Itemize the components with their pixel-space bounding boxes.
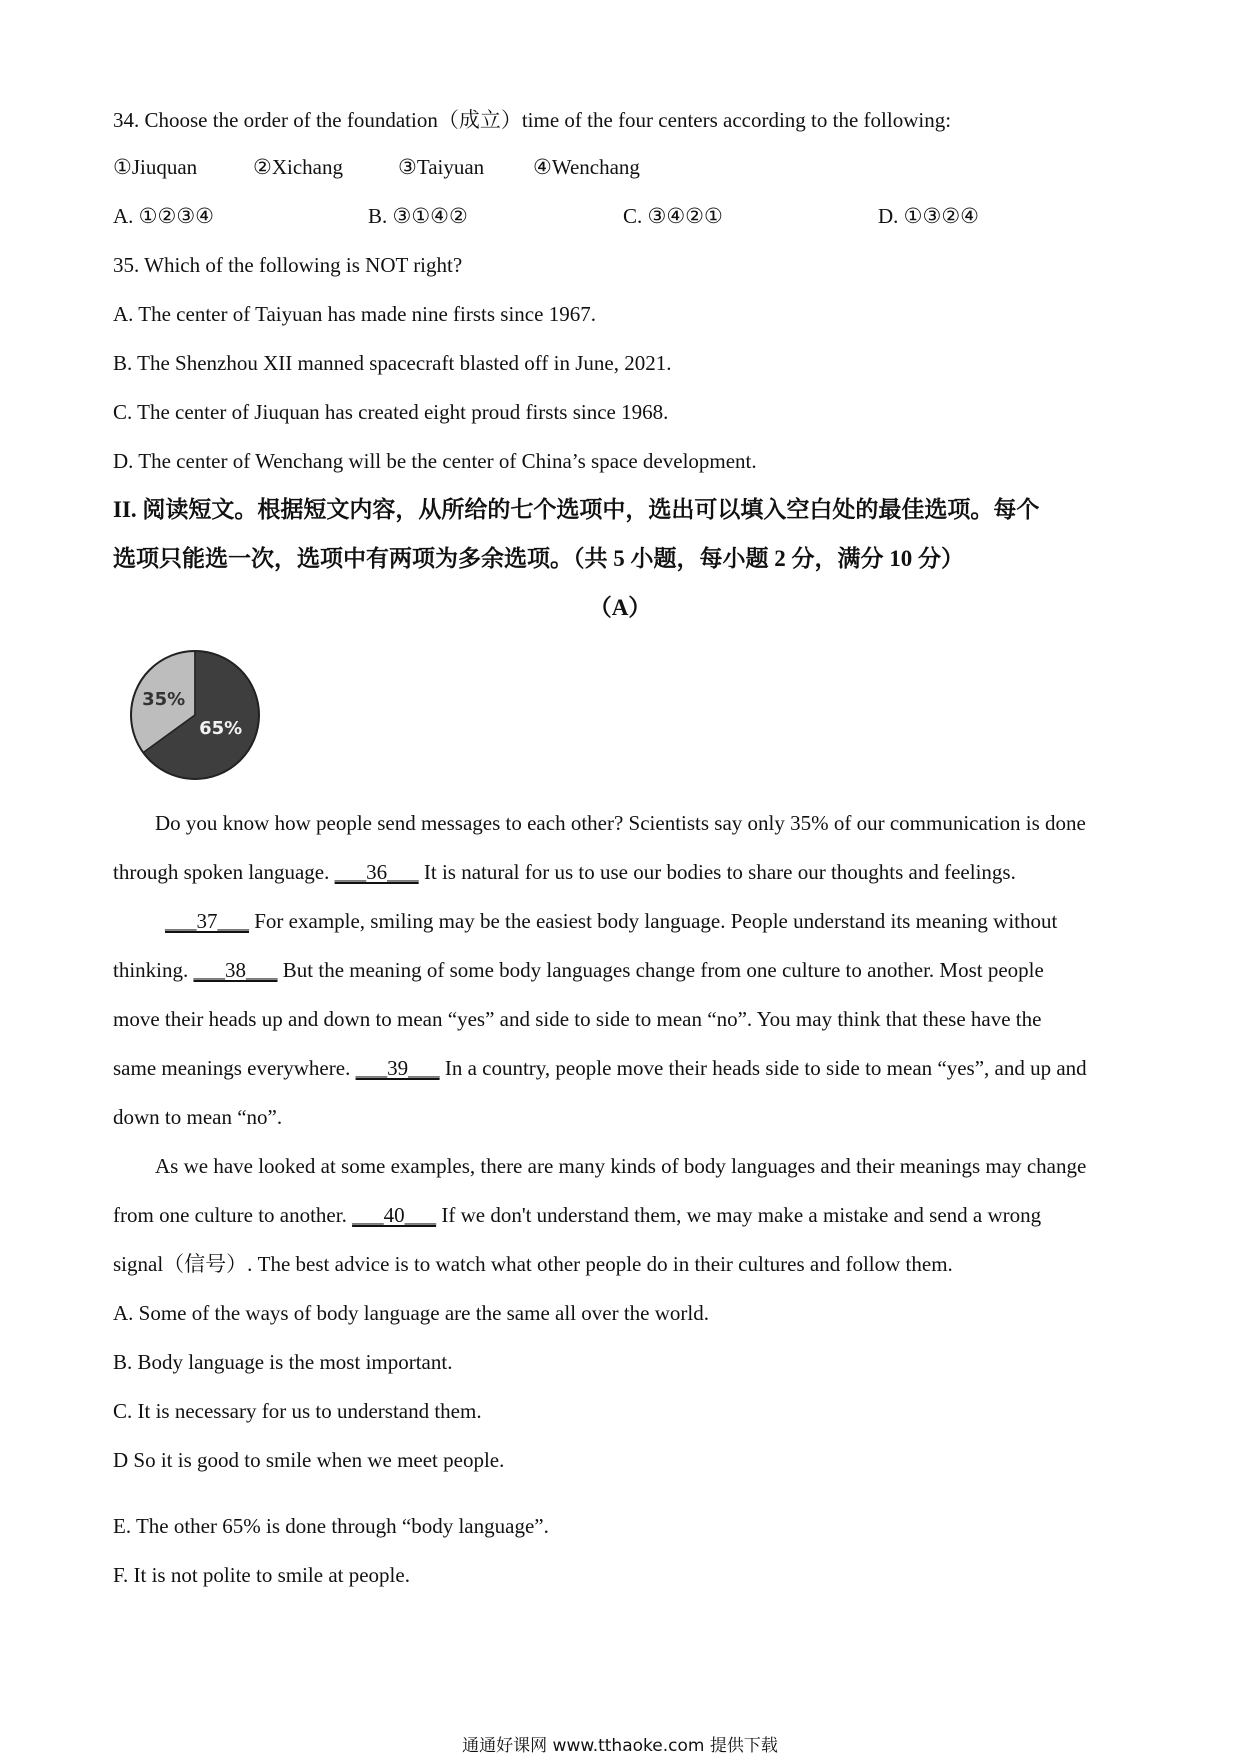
blank-38: ___38___ bbox=[193, 958, 278, 982]
choice-item: A. Some of the ways of body language are the same all over the world. bbox=[113, 1301, 709, 1325]
q34-options bbox=[113, 202, 979, 230]
passage-text: For example, smiling may be the easiest body language. People understand its meaning without bbox=[249, 909, 1058, 933]
q34-stem: 34. Choose the order of the foundation（成立）time of the four centers according to the following: bbox=[113, 108, 952, 132]
passage-text: It is natural for us to use our bodies to share our thoughts and feelings. bbox=[418, 860, 1016, 884]
page-footer: 通通好课网 www.tthaoke.com 提供下载 bbox=[462, 1736, 778, 1756]
passage-line: As we have looked at some examples, there are many kinds of body languages and their meanings may change bbox=[155, 1154, 1087, 1178]
q35-option: B. The Shenzhou XII manned spacecraft blasted off in June, 2021. bbox=[113, 351, 672, 375]
blank-40: ___40___ bbox=[352, 1203, 437, 1227]
passage-text: same meanings everywhere. bbox=[113, 1056, 356, 1080]
pie-label: 65% bbox=[199, 718, 243, 740]
q35-option: D. The center of Wenchang will be the center of China’s space development. bbox=[113, 449, 757, 473]
passage-text: through spoken language. bbox=[113, 860, 335, 884]
passage-text: thinking. bbox=[113, 958, 194, 982]
pie-label: 35% bbox=[142, 689, 186, 711]
choice-item: F. It is not polite to smile at people. bbox=[113, 1563, 410, 1587]
passage-line: Do you know how people send messages to each other? Scientists say only 35% of our communication is done bbox=[155, 811, 1086, 835]
choice-item: D So it is good to smile when we meet people. bbox=[113, 1448, 505, 1472]
q34-option: A. ①②③④ bbox=[113, 204, 214, 228]
passage-line bbox=[113, 956, 1044, 984]
q34-item: ②Xichang bbox=[253, 155, 343, 179]
passage-line bbox=[113, 1201, 1041, 1229]
choice-item: C. It is necessary for us to understand them. bbox=[113, 1399, 482, 1423]
q34-option: D. ①③②④ bbox=[878, 204, 979, 228]
passage-line: move their heads up and down to mean “yes” and side to side to mean “no”. You may think that these have the bbox=[113, 1007, 1042, 1031]
q35-option: A. The center of Taiyuan has made nine firsts since 1967. bbox=[113, 302, 596, 326]
passage-line: down to mean “no”. bbox=[113, 1105, 283, 1129]
passage-text: In a country, people move their heads side to side to mean “yes”, and up and bbox=[439, 1056, 1087, 1080]
q34-option: C. ③④②① bbox=[623, 204, 723, 228]
passage-line: signal（信号）. The best advice is to watch what other people do in their cultures and follow them. bbox=[113, 1252, 953, 1276]
q34-item: ④Wenchang bbox=[533, 155, 640, 179]
blank-37: ___37___ bbox=[165, 909, 249, 933]
section-instruction: 选项只能选一次，选项中有两项为多余选项。（共 5 小题，每小题 2 分，满分 10 分） bbox=[113, 546, 964, 571]
q34-item: ①Jiuquan bbox=[113, 155, 198, 179]
passage-text: If we don't understand them, we may make a mistake and send a wrong bbox=[436, 1203, 1042, 1227]
passage-text: But the meaning of some body languages change from one culture to another. Most people bbox=[277, 958, 1044, 982]
q34-item: ③Taiyuan bbox=[398, 155, 485, 179]
choice-item: E. The other 65% is done through “body language”. bbox=[113, 1514, 549, 1538]
q35-option: C. The center of Jiuquan has created eight proud firsts since 1968. bbox=[113, 400, 669, 424]
q35-stem: 35. Which of the following is NOT right? bbox=[113, 253, 463, 277]
passage-line bbox=[113, 858, 1016, 886]
passage-text: from one culture to another. bbox=[113, 1203, 353, 1227]
pie-chart bbox=[125, 645, 265, 785]
blank-39: ___39___ bbox=[355, 1056, 440, 1080]
passage-line bbox=[165, 907, 1057, 935]
q34-items bbox=[113, 153, 640, 181]
section-instruction: II. 阅读短文。根据短文内容，从所给的七个选项中，选出可以填入空白处的最佳选项。每个 bbox=[113, 497, 1040, 522]
choice-item: B. Body language is the most important. bbox=[113, 1350, 453, 1374]
q34-option: B. ③①④② bbox=[368, 204, 468, 228]
passage-line bbox=[113, 1054, 1087, 1082]
blank-36: ___36___ bbox=[334, 860, 419, 884]
part-label: （A） bbox=[588, 595, 652, 620]
